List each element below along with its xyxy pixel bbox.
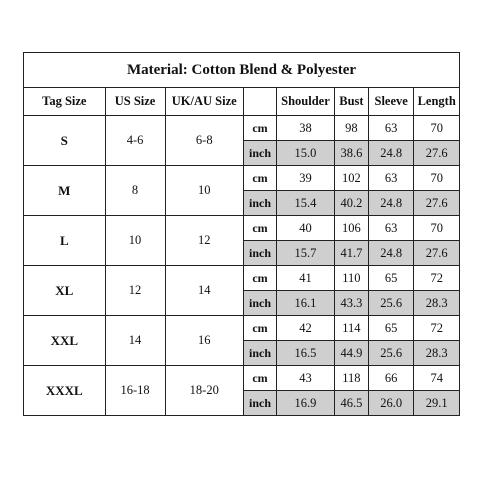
unit-label-inch: inch <box>244 241 277 266</box>
shoulder-value: 40 <box>277 216 335 241</box>
bust-value: 46.5 <box>334 391 368 416</box>
shoulder-value: 16.1 <box>277 291 335 316</box>
unit-label-inch: inch <box>244 191 277 216</box>
uk-au-size-cell: 14 <box>165 266 244 316</box>
tag-size-cell: XXL <box>24 316 106 366</box>
shoulder-value: 15.4 <box>277 191 335 216</box>
length-value: 70 <box>414 166 460 191</box>
bust-value: 118 <box>334 366 368 391</box>
table-title: Material: Cotton Blend & Polyester <box>24 53 460 88</box>
bust-value: 43.3 <box>334 291 368 316</box>
uk-au-size-cell: 18-20 <box>165 366 244 416</box>
unit-label-inch: inch <box>244 291 277 316</box>
unit-label-cm: cm <box>244 166 277 191</box>
header-sleeve: Sleeve <box>368 88 413 116</box>
header-uk-au-size: UK/AU Size <box>165 88 244 116</box>
shoulder-value: 41 <box>277 266 335 291</box>
shoulder-value: 43 <box>277 366 335 391</box>
us-size-cell: 10 <box>105 216 165 266</box>
unit-label-cm: cm <box>244 316 277 341</box>
sleeve-value: 24.8 <box>368 241 413 266</box>
size-row-cm <box>24 316 460 341</box>
uk-au-size-cell: 12 <box>165 216 244 266</box>
bust-value: 40.2 <box>334 191 368 216</box>
unit-label-inch: inch <box>244 341 277 366</box>
bust-value: 106 <box>334 216 368 241</box>
unit-label-inch: inch <box>244 141 277 166</box>
length-value: 27.6 <box>414 241 460 266</box>
bust-value: 98 <box>334 116 368 141</box>
sleeve-value: 65 <box>368 316 413 341</box>
sleeve-value: 65 <box>368 266 413 291</box>
sleeve-value: 63 <box>368 116 413 141</box>
sleeve-value: 63 <box>368 216 413 241</box>
size-row-cm <box>24 266 460 291</box>
shoulder-value: 16.9 <box>277 391 335 416</box>
length-value: 74 <box>414 366 460 391</box>
size-row-cm <box>24 366 460 391</box>
tag-size-cell: L <box>24 216 106 266</box>
sleeve-value: 66 <box>368 366 413 391</box>
shoulder-value: 39 <box>277 166 335 191</box>
header-length: Length <box>414 88 460 116</box>
length-value: 70 <box>414 216 460 241</box>
sleeve-value: 24.8 <box>368 191 413 216</box>
length-value: 27.6 <box>414 191 460 216</box>
us-size-cell: 16-18 <box>105 366 165 416</box>
us-size-cell: 4-6 <box>105 116 165 166</box>
sleeve-value: 25.6 <box>368 341 413 366</box>
length-value: 72 <box>414 316 460 341</box>
length-value: 70 <box>414 116 460 141</box>
length-value: 28.3 <box>414 341 460 366</box>
unit-label-cm: cm <box>244 366 277 391</box>
unit-label-inch: inch <box>244 391 277 416</box>
header-shoulder: Shoulder <box>277 88 335 116</box>
header-tag-size: Tag Size <box>24 88 106 116</box>
bust-value: 44.9 <box>334 341 368 366</box>
us-size-cell: 12 <box>105 266 165 316</box>
sleeve-value: 63 <box>368 166 413 191</box>
tag-size-cell: S <box>24 116 106 166</box>
us-size-cell: 8 <box>105 166 165 216</box>
tag-size-cell: XXXL <box>24 366 106 416</box>
length-value: 29.1 <box>414 391 460 416</box>
bust-value: 102 <box>334 166 368 191</box>
uk-au-size-cell: 16 <box>165 316 244 366</box>
tag-size-cell: XL <box>24 266 106 316</box>
tag-size-cell: M <box>24 166 106 216</box>
length-value: 72 <box>414 266 460 291</box>
length-value: 27.6 <box>414 141 460 166</box>
unit-label-cm: cm <box>244 216 277 241</box>
shoulder-value: 16.5 <box>277 341 335 366</box>
length-value: 28.3 <box>414 291 460 316</box>
shoulder-value: 15.7 <box>277 241 335 266</box>
shoulder-value: 15.0 <box>277 141 335 166</box>
uk-au-size-cell: 10 <box>165 166 244 216</box>
bust-value: 38.6 <box>334 141 368 166</box>
header-unit <box>244 88 277 116</box>
sleeve-value: 25.6 <box>368 291 413 316</box>
header-row <box>24 88 460 116</box>
unit-label-cm: cm <box>244 116 277 141</box>
size-row-cm <box>24 116 460 141</box>
shoulder-value: 38 <box>277 116 335 141</box>
bust-value: 114 <box>334 316 368 341</box>
sleeve-value: 24.8 <box>368 141 413 166</box>
uk-au-size-cell: 6-8 <box>165 116 244 166</box>
sleeve-value: 26.0 <box>368 391 413 416</box>
unit-label-cm: cm <box>244 266 277 291</box>
size-chart-table <box>23 52 460 416</box>
bust-value: 41.7 <box>334 241 368 266</box>
shoulder-value: 42 <box>277 316 335 341</box>
size-row-cm <box>24 216 460 241</box>
size-row-cm <box>24 166 460 191</box>
us-size-cell: 14 <box>105 316 165 366</box>
bust-value: 110 <box>334 266 368 291</box>
header-us-size: US Size <box>105 88 165 116</box>
header-bust: Bust <box>334 88 368 116</box>
